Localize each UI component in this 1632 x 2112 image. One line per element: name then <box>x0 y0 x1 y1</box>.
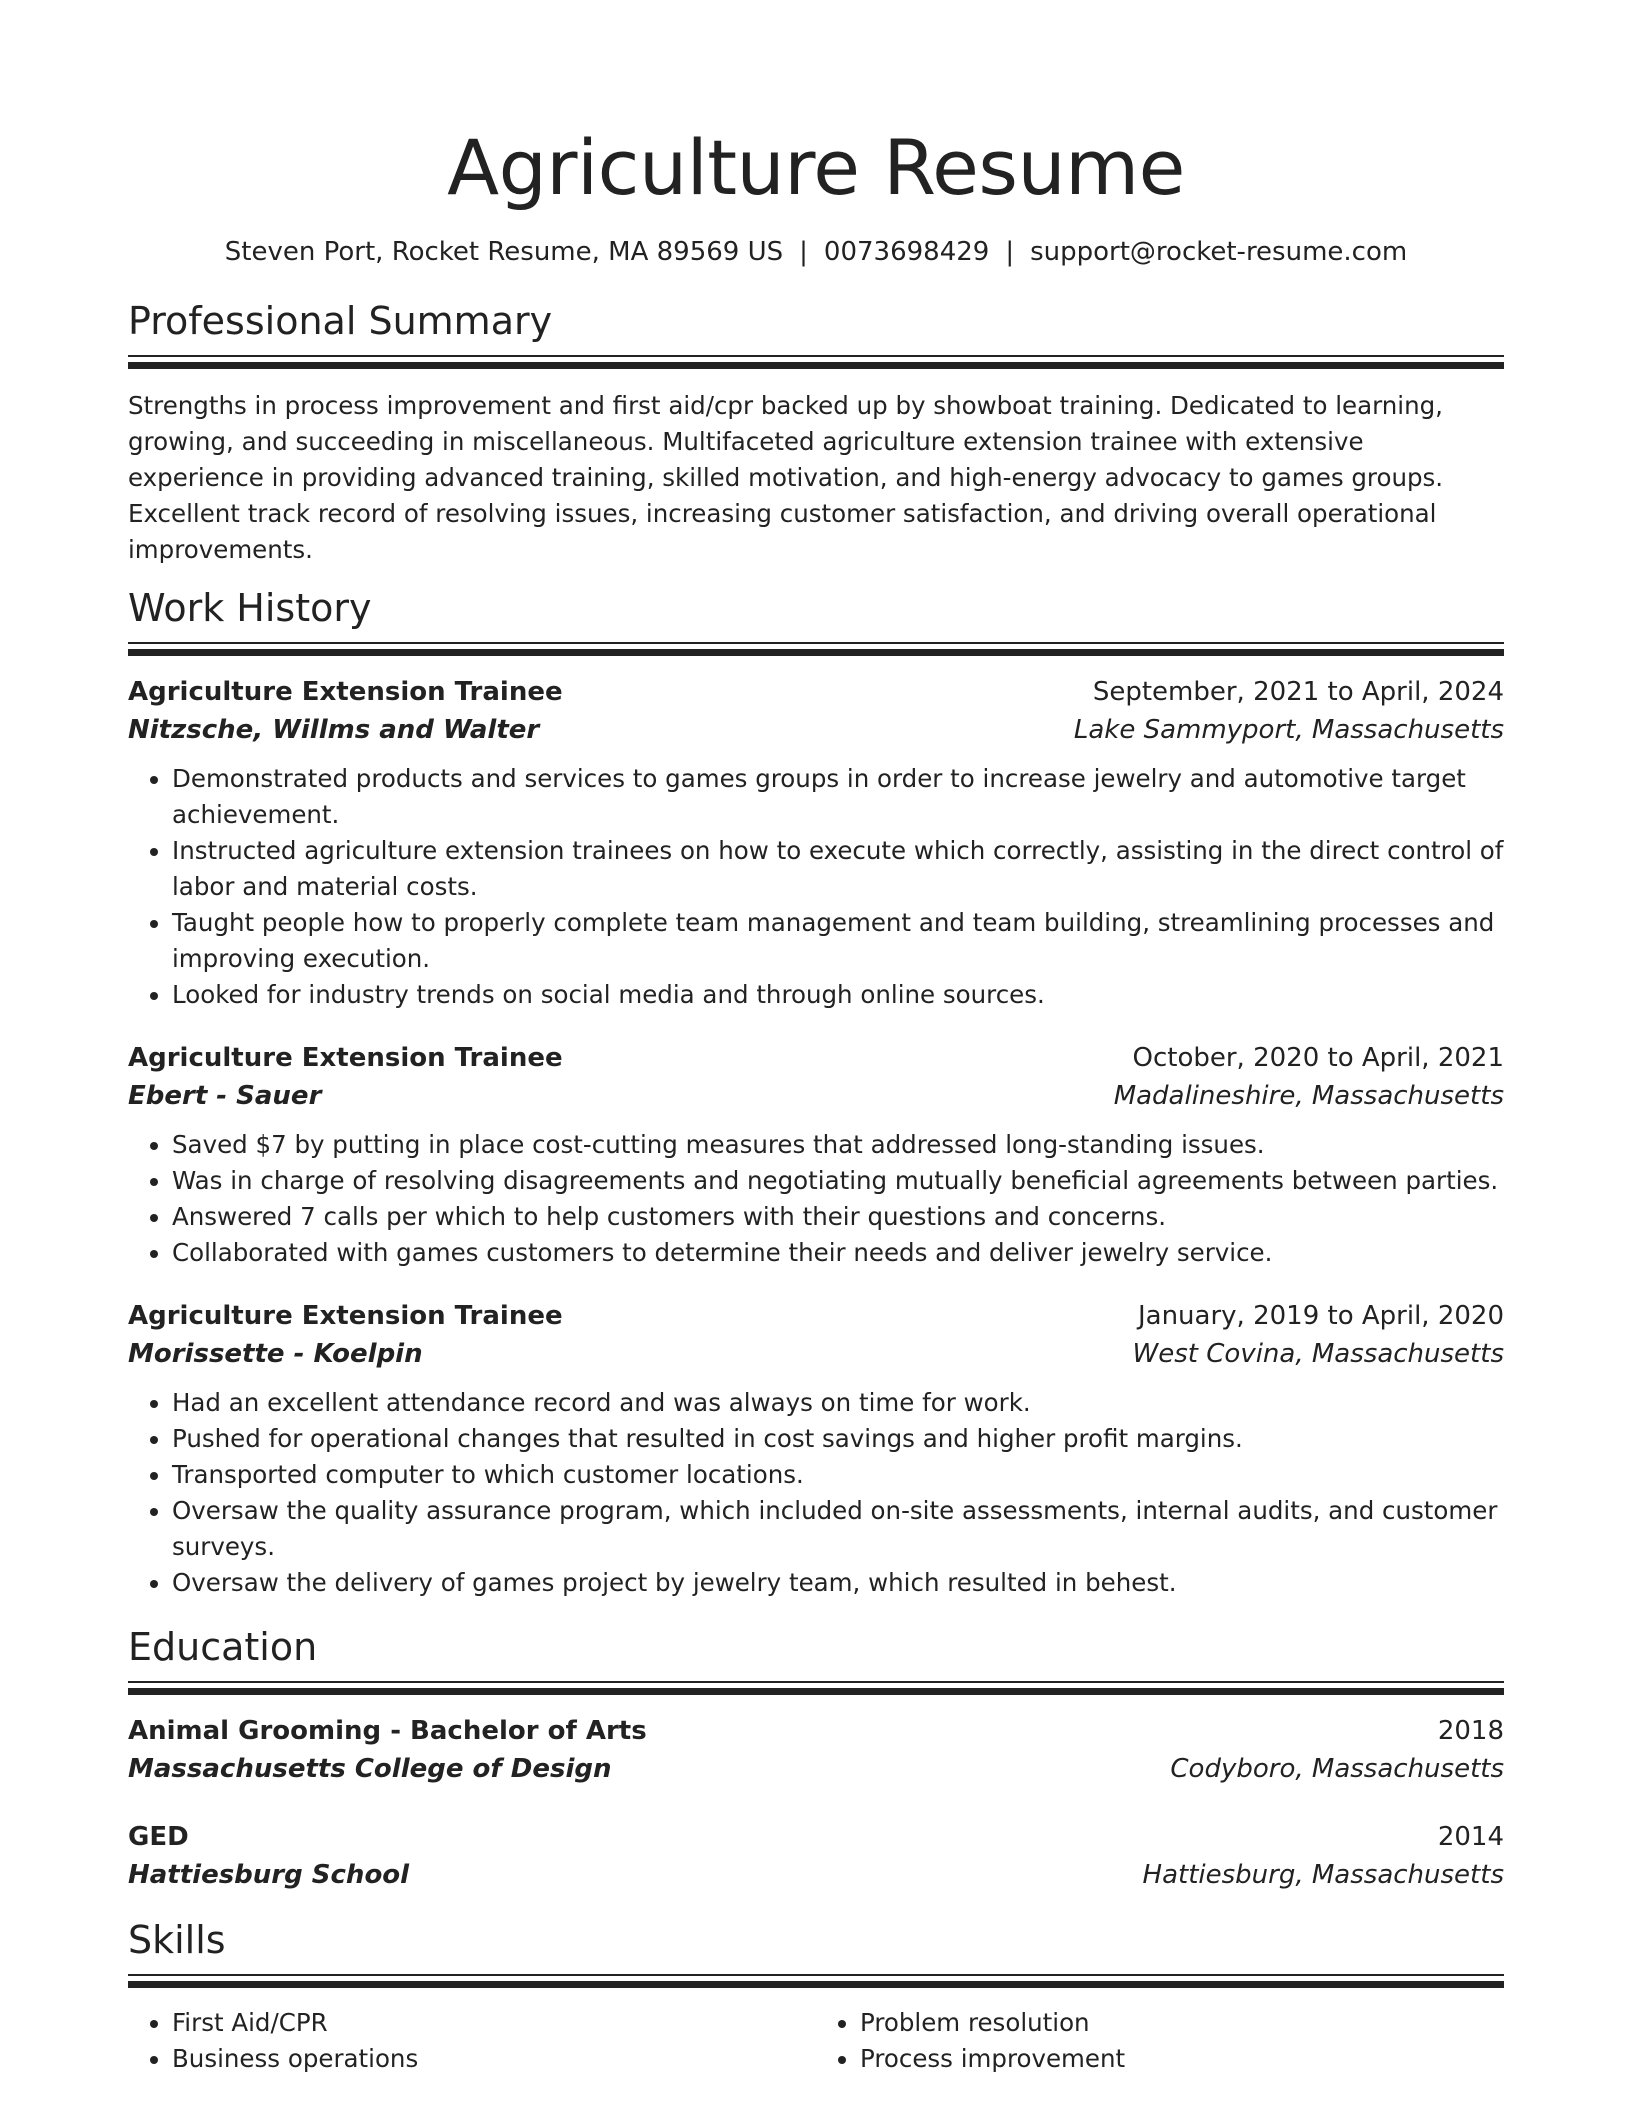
job-dates: January, 2019 to April, 2020 <box>1137 1301 1504 1331</box>
education-subheader-row <box>128 1856 1504 1894</box>
job-header-row <box>128 673 1504 711</box>
section-divider <box>128 355 1504 372</box>
section-divider <box>128 642 1504 659</box>
summary-text: Strengths in process improvement and first aid/cpr backed up by showboat training. Dedicated to learning, growing, and succeeding in miscellaneous. Multifaceted agriculture extension trainee with extensive experience in providing advanced training, skilled motivation, and high-energy advocacy to games groups. Excellent track record of resolving issues, increasing customer satisfaction, and driving overall operational improvements. <box>128 391 1444 564</box>
job-header-row <box>128 1039 1504 1077</box>
education-header-row <box>128 1712 1504 1750</box>
job-entry <box>128 1039 1504 1271</box>
job-entry <box>128 1297 1504 1601</box>
job-title: Agriculture Extension Trainee <box>128 677 563 707</box>
job-bullet: • Instructed agriculture extension trainees on how to execute which correctly, assisting in the direct control of labor and material costs. <box>172 833 1504 905</box>
contact-separator: | <box>1005 237 1015 267</box>
job-bullet: • Was in charge of resolving disagreements and negotiating mutually beneficial agreements between parties. <box>172 1163 1504 1199</box>
section-divider <box>128 1974 1504 1991</box>
skill-item: • Business operations <box>172 2041 816 2077</box>
education-school: Massachusetts College of Design <box>128 1754 612 1784</box>
job-bullet: • Pushed for operational changes that resulted in cost savings and higher profit margins. <box>172 1421 1504 1457</box>
education-degree: Animal Grooming - Bachelor of Arts <box>128 1716 647 1746</box>
job-bullet: • Collaborated with games customers to determine their needs and deliver jewelry service. <box>172 1235 1504 1271</box>
job-bullet: • Transported computer to which customer locations. <box>172 1457 1504 1493</box>
job-subheader-row <box>128 1335 1504 1373</box>
resume-page <box>128 0 1504 2077</box>
contact-line <box>128 234 1504 270</box>
skill-item: • First Aid/CPR <box>172 2005 816 2041</box>
job-bullets <box>128 761 1504 1013</box>
education-degree: GED <box>128 1822 189 1852</box>
work-history-section <box>128 584 1504 1601</box>
skills-columns <box>128 2005 1504 2077</box>
job-bullet: • Answered 7 calls per which to help customers with their questions and concerns. <box>172 1199 1504 1235</box>
education-entry <box>128 1712 1504 1788</box>
section-heading-education: Education <box>128 1625 318 1669</box>
job-title: Agriculture Extension Trainee <box>128 1043 563 1073</box>
job-header-row <box>128 1297 1504 1335</box>
education-entry <box>128 1818 1504 1894</box>
job-bullet: • Taught people how to properly complete team management and team building, streamlining processes and improving execution. <box>172 905 1504 977</box>
job-bullet: • Oversaw the quality assurance program, which included on-site assessments, internal audits, and customer surveys. <box>172 1493 1504 1565</box>
section-heading-work-history: Work History <box>128 586 372 630</box>
job-bullet: • Saved $7 by putting in place cost-cutting measures that addressed long-standing issues. <box>172 1127 1504 1163</box>
job-bullet: • Had an excellent attendance record and was always on time for work. <box>172 1385 1504 1421</box>
job-dates: September, 2021 to April, 2024 <box>1092 677 1504 707</box>
job-company: Ebert - Sauer <box>128 1081 322 1111</box>
education-year: 2014 <box>1437 1822 1504 1852</box>
skills-list-right <box>816 2005 1504 2077</box>
job-location: Lake Sammyport, Massachusetts <box>1073 715 1504 745</box>
job-entry <box>128 673 1504 1013</box>
job-title: Agriculture Extension Trainee <box>128 1301 563 1331</box>
skill-item: • Process improvement <box>860 2041 1504 2077</box>
job-subheader-row <box>128 1077 1504 1115</box>
education-location: Codyboro, Massachusetts <box>1170 1754 1504 1784</box>
education-location: Hattiesburg, Massachusetts <box>1142 1860 1504 1890</box>
education-subheader-row <box>128 1750 1504 1788</box>
job-bullet: • Oversaw the delivery of games project by jewelry team, which resulted in behest. <box>172 1565 1504 1601</box>
skills-list-left <box>128 2005 816 2077</box>
skills-section <box>128 1916 1504 2077</box>
section-heading-skills: Skills <box>128 1918 226 1962</box>
contact-phone: 0073698429 <box>823 237 990 267</box>
section-heading-summary: Professional Summary <box>128 299 553 343</box>
education-section <box>128 1623 1504 1894</box>
education-year: 2018 <box>1437 1716 1504 1746</box>
job-location: West Covina, Massachusetts <box>1132 1339 1504 1369</box>
job-location: Madalineshire, Massachusetts <box>1113 1081 1504 1111</box>
job-bullet: • Demonstrated products and services to games groups in order to increase jewelry and automotive target achievement. <box>172 761 1504 833</box>
section-divider <box>128 1681 1504 1698</box>
job-bullet: • Looked for industry trends on social media and through online sources. <box>172 977 1504 1013</box>
job-subheader-row <box>128 711 1504 749</box>
job-dates: October, 2020 to April, 2021 <box>1132 1043 1504 1073</box>
contact-address: Steven Port, Rocket Resume, MA 89569 US <box>224 237 784 267</box>
education-header-row <box>128 1818 1504 1856</box>
job-company: Morissette - Koelpin <box>128 1339 423 1369</box>
job-bullets <box>128 1385 1504 1601</box>
resume-title: Agriculture Resume <box>447 123 1185 212</box>
contact-email: support@rocket-resume.com <box>1030 237 1408 267</box>
contact-separator: | <box>799 237 808 267</box>
job-bullets <box>128 1127 1504 1271</box>
job-company: Nitzsche, Willms and Walter <box>128 715 540 745</box>
skill-item: • Problem resolution <box>860 2005 1504 2041</box>
summary-section <box>128 297 1504 568</box>
education-school: Hattiesburg School <box>128 1860 410 1890</box>
